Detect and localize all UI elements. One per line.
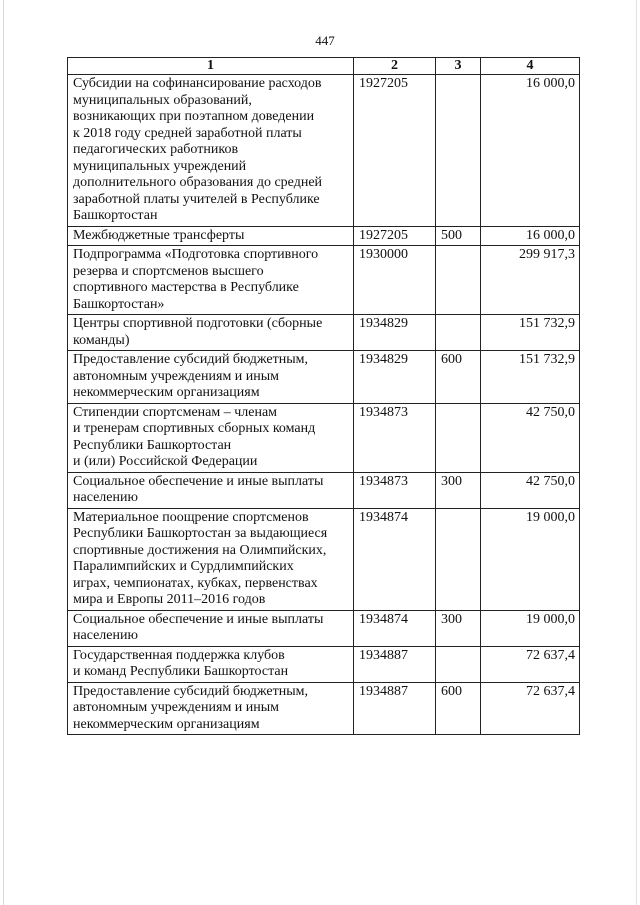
table-row: [68, 315, 580, 351]
row-code: 1934887: [354, 646, 436, 682]
row-amount: 16 000,0: [481, 75, 580, 227]
row-code: 1934873: [354, 472, 436, 508]
row-type: [436, 75, 481, 227]
row-name: Стипендии спортсменам – членам и тренерам спортивных сборных команд Республики Башкортостан и (или) Российской Федерации: [68, 403, 354, 472]
row-code: 1934873: [354, 403, 436, 472]
table-row: [68, 508, 580, 610]
row-amount: 151 732,9: [481, 351, 580, 404]
table-header: [68, 58, 580, 75]
row-amount: 299 917,3: [481, 246, 580, 315]
budget-table: [67, 57, 580, 735]
row-amount: 19 000,0: [481, 610, 580, 646]
row-name: Субсидии на софинансирование расходов муниципальных образований, возникающих при поэтапном доведении к 2018 году средней заработной платы педагогических работников муниципальных учреждений дополнительного образования до средней заработной платы учителей в Республике Башкортостан: [68, 75, 354, 227]
row-amount: 72 637,4: [481, 682, 580, 735]
row-name: Центры спортивной подготовки (сборные команды): [68, 315, 354, 351]
row-type: 600: [436, 351, 481, 404]
row-name: Материальное поощрение спортсменов Республики Башкортостан за выдающиеся спортивные достижения на Олимпийских, Паралимпийских и Сурдлимпийских играх, чемпионатах, кубках, первенствах мира и Европы 2011–2016 годов: [68, 508, 354, 610]
row-type: 300: [436, 472, 481, 508]
table-row: [68, 226, 580, 246]
row-type: 300: [436, 610, 481, 646]
page-number: 447: [315, 33, 335, 48]
header-col-1: 1: [68, 58, 354, 75]
row-code: 1934829: [354, 315, 436, 351]
row-code: 1927205: [354, 75, 436, 227]
row-code: 1934829: [354, 351, 436, 404]
row-amount: 19 000,0: [481, 508, 580, 610]
row-name: Государственная поддержка клубов и команд Республики Башкортостан: [68, 646, 354, 682]
row-type: 500: [436, 226, 481, 246]
scan-edge-left: [3, 0, 4, 905]
row-code: 1927205: [354, 226, 436, 246]
table-body: [68, 75, 580, 735]
row-type: [436, 315, 481, 351]
row-amount: 42 750,0: [481, 472, 580, 508]
row-name: Межбюджетные трансферты: [68, 226, 354, 246]
table-row: [68, 472, 580, 508]
table-row: [68, 403, 580, 472]
table-row: [68, 646, 580, 682]
header-col-3: 3: [436, 58, 481, 75]
row-type: [436, 403, 481, 472]
row-name: Социальное обеспечение и иные выплаты населению: [68, 472, 354, 508]
header-col-4: 4: [481, 58, 580, 75]
table-row: [68, 351, 580, 404]
row-type: [436, 646, 481, 682]
row-code: 1934887: [354, 682, 436, 735]
header-row: [68, 58, 580, 75]
table-row: [68, 682, 580, 735]
table-row: [68, 610, 580, 646]
row-amount: 16 000,0: [481, 226, 580, 246]
row-name: Подпрограмма «Подготовка спортивного резерва и спортсменов высшего спортивного мастерства в Республике Башкортостан»: [68, 246, 354, 315]
table-row: [68, 246, 580, 315]
row-name: Предоставление субсидий бюджетным, автономным учреждениям и иным некоммерческим организациям: [68, 351, 354, 404]
row-name: Социальное обеспечение и иные выплаты населению: [68, 610, 354, 646]
scan-edge-right: [636, 0, 637, 905]
row-amount: 42 750,0: [481, 403, 580, 472]
row-name: Предоставление субсидий бюджетным, автономным учреждениям и иным некоммерческим организациям: [68, 682, 354, 735]
row-code: 1934874: [354, 610, 436, 646]
table-row: [68, 75, 580, 227]
row-type: [436, 508, 481, 610]
row-type: [436, 246, 481, 315]
row-amount: 72 637,4: [481, 646, 580, 682]
row-code: 1934874: [354, 508, 436, 610]
header-col-2: 2: [354, 58, 436, 75]
row-type: 600: [436, 682, 481, 735]
row-amount: 151 732,9: [481, 315, 580, 351]
row-code: 1930000: [354, 246, 436, 315]
